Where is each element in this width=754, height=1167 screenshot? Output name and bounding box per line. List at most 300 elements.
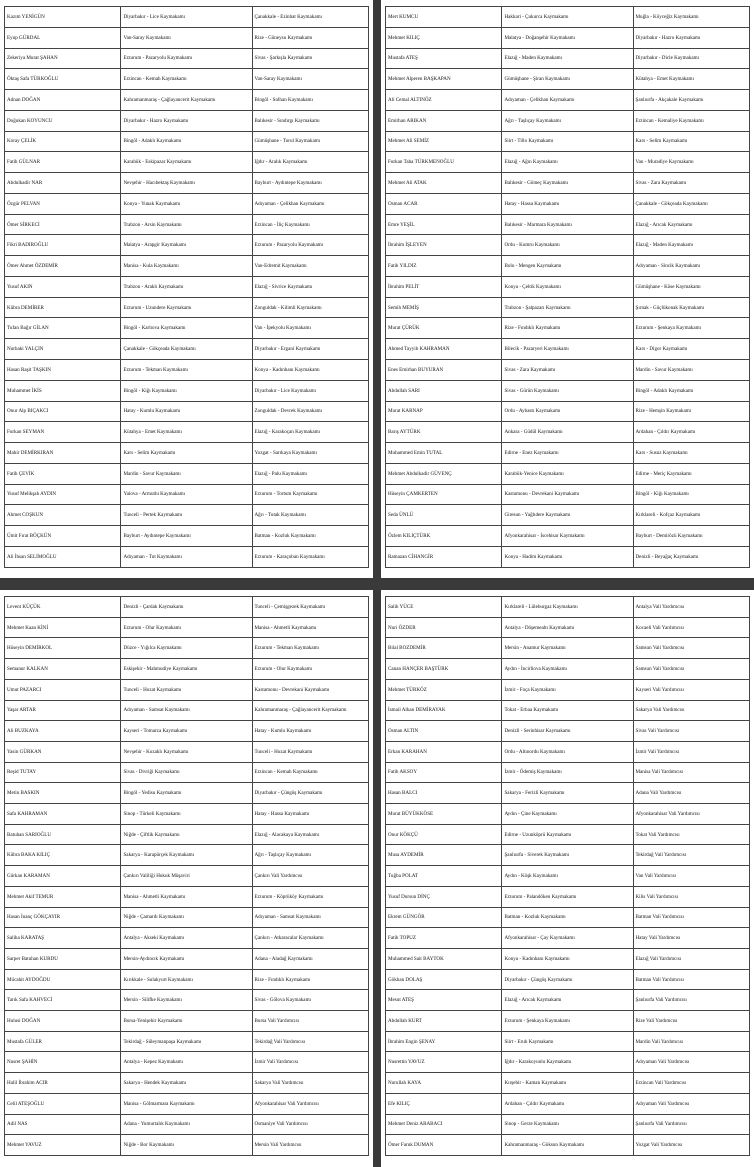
table-row (386, 679, 750, 700)
current-post-cell: Manisa - Ahmetli Kaymakamı (121, 886, 252, 907)
name-cell: Mustafa ATEŞ (386, 48, 502, 69)
table-row (5, 597, 369, 618)
name-cell: Yusuf AKIN (5, 276, 121, 297)
table-row (386, 659, 750, 680)
new-post-cell: Yozgat Vali Yardımcısı (633, 1135, 750, 1156)
new-post-cell: Van - İpekyolu Kaymakamı (252, 318, 369, 339)
name-cell: Abdullah KURT (386, 1011, 502, 1032)
name-cell: Osman ACAR (386, 193, 502, 214)
current-post-cell: Erzurum - Şenkaya Kaymakamı (502, 1011, 633, 1032)
current-post-cell: Trabzon - Arsin Kaymakamı (121, 214, 252, 235)
table-row (5, 783, 369, 804)
table-row (386, 886, 750, 907)
name-cell: Hüseyin ÇAMKERTEN (386, 484, 502, 505)
new-post-cell: Zonguldak - Devrek Kaymakamı (252, 401, 369, 422)
name-cell: Sarper Batuhan KURDU (5, 948, 121, 969)
name-cell: Abdulkadir NAR (5, 173, 121, 194)
new-post-cell: Sakarya Vali Yardımcısı (252, 1073, 369, 1094)
table-row (386, 969, 750, 990)
current-post-cell: Sakarya - Karapürçek Kaymakamı (121, 845, 252, 866)
name-cell: Özlem KILIÇTÜRK (386, 526, 502, 547)
new-post-cell: Adıyaman - Samsat Kaymakamı (252, 907, 369, 928)
current-post-cell: Sivas - Zara Kaymakamı (502, 360, 633, 381)
new-post-cell: Elazığ - Maden Kaymakamı (633, 235, 750, 256)
name-cell: Nurullah KAYA (386, 1073, 502, 1094)
name-cell: Fatih TOPUZ (386, 928, 502, 949)
name-cell: Enes Emirhan BUYURAN (386, 360, 502, 381)
table-row (386, 928, 750, 949)
new-post-cell: Elazığ - Alacakaya Kaymakamı (252, 824, 369, 845)
document-page-1 (0, 0, 373, 578)
new-post-cell: Tunceli - Hozat Kaymakamı (252, 741, 369, 762)
current-post-cell: Karabük - Eskipazar Kaymakamı (121, 152, 252, 173)
current-post-cell: Aydın - Köşk Kaymakamı (502, 866, 633, 887)
new-post-cell: Erzurum - Tekman Kaymakamı (252, 638, 369, 659)
table-row (386, 845, 750, 866)
name-cell: Hasan BALCI (386, 783, 502, 804)
new-post-cell: Tekirdağ Vali Yardımcısı (252, 1031, 369, 1052)
table-row (386, 193, 750, 214)
table-row (386, 360, 750, 381)
table-row (386, 131, 750, 152)
table-row (5, 463, 369, 484)
name-cell: Ömer Faruk DUMAN (386, 1135, 502, 1156)
new-post-cell: Van Vali Yardımcısı (633, 866, 750, 887)
name-cell: Ahmed Tayyib KAHRAMAN (386, 339, 502, 360)
table-row (386, 443, 750, 464)
name-cell: Murat ÇÜRÜK (386, 318, 502, 339)
new-post-cell: Hatay Vali Yardımcısı (633, 928, 750, 949)
current-post-cell: Rize - Fındıklı Kaymakamı (502, 318, 633, 339)
new-post-cell: Şırnak - Güçlükonak Kaymakamı (633, 297, 750, 318)
table-row (386, 173, 750, 194)
current-post-cell: Kahramanmaraş - Göksun Kaymakamı (502, 1135, 633, 1156)
new-post-cell: Sivas Vali Yardımcısı (633, 721, 750, 742)
current-post-cell: Malatya - Doğanşehir Kaymakamı (502, 27, 633, 48)
name-cell: Canan HANÇER BAŞTÜRK (386, 659, 502, 680)
table-row (386, 546, 750, 567)
new-post-cell: Rize - Fındıklı Kaymakamı (252, 969, 369, 990)
new-post-cell: Kars - Susuz Kaymakamı (633, 443, 750, 464)
table-row (5, 1114, 369, 1135)
table-row (5, 505, 369, 526)
table-row (5, 700, 369, 721)
current-post-cell: Tekirdağ - Süleymanpaşa Kaymakamı (121, 1031, 252, 1052)
new-post-cell: Bayburt - Aydıntepe Kaymakamı (252, 173, 369, 194)
new-post-cell: Tokat Vali Yardımcısı (633, 824, 750, 845)
new-post-cell: Muğla - Köyceğiz Kaymakamı (633, 7, 750, 28)
name-cell: Ömer SİRKECİ (5, 214, 121, 235)
table-row (5, 422, 369, 443)
current-post-cell: Erzurum - Tekman Kaymakamı (121, 360, 252, 381)
new-post-cell: Bayburt - Demirözü Kaymakamı (633, 526, 750, 547)
name-cell: Kübra DEMİRER (5, 297, 121, 318)
name-cell: Mehmet KILIÇ (386, 27, 502, 48)
name-cell: Mert KUMCU (386, 7, 502, 28)
current-post-cell: Ordu - Altınordu Kaymakamı (502, 741, 633, 762)
table-row (386, 1093, 750, 1114)
new-post-cell: Erzurum - Köprüköy Kaymakamı (252, 886, 369, 907)
current-post-cell: Konya - Hadim Kaymakamı (502, 546, 633, 567)
table-row (5, 762, 369, 783)
table-row (5, 928, 369, 949)
new-post-cell: Erzincan - Kemaliye Kaymakamı (633, 110, 750, 131)
table-row (5, 721, 369, 742)
name-cell: Ramazan CİHANGİR (386, 546, 502, 567)
document-page-2 (381, 0, 754, 578)
new-post-cell: Yozgat - Sarıkaya Kaymakamı (252, 443, 369, 464)
new-post-cell: Diyarbakır - Dicle Kaymakamı (633, 48, 750, 69)
name-cell: Murat KARNAP (386, 401, 502, 422)
current-post-cell: Giresun - Yağlıdere Kaymakamı (502, 505, 633, 526)
new-post-cell: Mardin - Savur Kaymakamı (633, 360, 750, 381)
table-row (386, 484, 750, 505)
current-post-cell: Iğdır - Karakoyunlu Kaymakamı (502, 1052, 633, 1073)
current-post-cell: Kırşehir - Kaman Kaymakamı (502, 1073, 633, 1094)
table-row (386, 48, 750, 69)
new-post-cell: Sivas - Gölova Kaymakamı (252, 990, 369, 1011)
name-cell: Saliha KARATAŞ (5, 928, 121, 949)
current-post-cell: Mersin-Aydıncık Kaymakamı (121, 948, 252, 969)
current-post-cell: Ardahan - Çıldır Kaymakamı (502, 1093, 633, 1114)
name-cell: Mehmet Alperen BAŞKAPAN (386, 69, 502, 90)
current-post-cell: Ağrı - Taşlıçay Kaymakamı (502, 110, 633, 131)
name-cell: Onur KÖKÇÜ (386, 824, 502, 845)
name-cell: Ekrem GÜNGÖR (386, 907, 502, 928)
name-cell: Mücahit AYDOĞDU (5, 969, 121, 990)
new-post-cell: Elazığ Vali Yardımcısı (633, 948, 750, 969)
name-cell: Efe KILIÇ (386, 1093, 502, 1114)
current-post-cell: Bursa-Yenişehir Kaymakamı (121, 1011, 252, 1032)
new-post-cell: İzmir Vali Yardımcısı (633, 741, 750, 762)
table-row (386, 1135, 750, 1156)
name-cell: Mehmet Kaan KİNİ (5, 617, 121, 638)
current-post-cell: Çankırı Valiliği Hukuk Müşaviri (121, 866, 252, 887)
new-post-cell: Hatay - Kumlu Kaymakamı (252, 721, 369, 742)
current-post-cell: Adana - Yumurtalık Kaymakamı (121, 1114, 252, 1135)
current-post-cell: Erzurum - Palandöken Kaymakamı (502, 886, 633, 907)
name-cell: Nurbaki YALÇIN (5, 339, 121, 360)
new-post-cell: Rize - Hemşin Kaymakamı (633, 401, 750, 422)
name-cell: Tufan Bağır GİLAN (5, 318, 121, 339)
name-cell: Musa AYDEMİR (386, 845, 502, 866)
table-row (386, 1114, 750, 1135)
table-row (386, 700, 750, 721)
current-post-cell: Trabzon - Şalpazarı Kaymakamı (502, 297, 633, 318)
current-post-cell: Şanlıurfa - Siverek Kaymakamı (502, 845, 633, 866)
new-post-cell: İzmir Vali Yardımcısı (252, 1052, 369, 1073)
table-row (5, 1135, 369, 1156)
current-post-cell: Kastamonu - Devrekani Kaymakamı (502, 484, 633, 505)
table-row (386, 318, 750, 339)
name-cell: Furkan Taha TÜRKMENOĞLU (386, 152, 502, 173)
new-post-cell: Adana Vali Yardımcısı (633, 783, 750, 804)
current-post-cell: İzmir - Foça Kaymakamı (502, 679, 633, 700)
name-cell: Yusuf Dursun DİNÇ (386, 886, 502, 907)
name-cell: Abdullah SARI (386, 380, 502, 401)
table-row (386, 948, 750, 969)
table-row (5, 907, 369, 928)
current-post-cell: Sinop - Türkeli Kaymakamı (121, 804, 252, 825)
name-cell: Fatih GÜLNAR (5, 152, 121, 173)
new-post-cell: Tekirdağ Vali Yardımcısı (633, 845, 750, 866)
current-post-cell: Malatya - Arapgir Kaymakamı (121, 235, 252, 256)
name-cell: Murat BÜYÜKKÖSE (386, 804, 502, 825)
current-post-cell: Düzce - Yığılca Kaymakamı (121, 638, 252, 659)
document-page-4 (381, 590, 754, 1167)
current-post-cell: Nevşehir - Hacıbektaş Kaymakamı (121, 173, 252, 194)
name-cell: Ahmet COŞKUN (5, 505, 121, 526)
table-row (386, 256, 750, 277)
table-row (5, 886, 369, 907)
table-row (386, 297, 750, 318)
new-post-cell: Kastamonu - Devrekani Kaymakamı (252, 679, 369, 700)
name-cell: Mustafa GÜLER (5, 1031, 121, 1052)
table-row (5, 90, 369, 111)
current-post-cell: Kütahya - Emet Kaymakamı (121, 422, 252, 443)
table-row (5, 526, 369, 547)
current-post-cell: Erzurum - Olur Kaymakamı (121, 617, 252, 638)
name-cell: Ali BUZKAYA (5, 721, 121, 742)
name-cell: Hasan İnanç GÖKÇAYIR (5, 907, 121, 928)
current-post-cell: Erzincan - Kemah Kaymakamı (121, 69, 252, 90)
name-cell: Adnan DOĞAN (5, 90, 121, 111)
table-row (5, 969, 369, 990)
new-post-cell: Kilis Vali Yardımcısı (633, 886, 750, 907)
name-cell: Mehmet YAVUZ (5, 1135, 121, 1156)
table-row (386, 27, 750, 48)
name-cell: Osman ALTIN (386, 721, 502, 742)
current-post-cell: Gümüşhane - Şiran Kaymakamı (502, 69, 633, 90)
table-body (5, 7, 369, 568)
current-post-cell: Adıyaman - Samsat Kaymakamı (121, 700, 252, 721)
table-row (5, 131, 369, 152)
name-cell: Semih MEMİŞ (386, 297, 502, 318)
table-row (5, 193, 369, 214)
table-row (386, 638, 750, 659)
current-post-cell: Yalova - Armutlu Kaymakamı (121, 484, 252, 505)
new-post-cell: Adıyaman Vali Yardımcısı (633, 1052, 750, 1073)
table-row (5, 638, 369, 659)
new-post-cell: Osmaniye Vali Yardımcısı (252, 1114, 369, 1135)
new-post-cell: Adıyaman Vali Yardımcısı (633, 1093, 750, 1114)
appointment-table (385, 596, 750, 1156)
new-post-cell: Sivas - Şarkışla Kaymakamı (252, 48, 369, 69)
name-cell: Mehmet Ali SEMİZ (386, 131, 502, 152)
current-post-cell: Bolu - Mengen Kaymakamı (502, 256, 633, 277)
current-post-cell: Erzurum - Pazaryolu Kaymakamı (121, 48, 252, 69)
table-row (386, 1052, 750, 1073)
name-cell: Halil İbrahim ACIR (5, 1073, 121, 1094)
table-row (386, 526, 750, 547)
table-row (386, 422, 750, 443)
table-row (5, 1093, 369, 1114)
current-post-cell: Mersin - Anamur Kaymakamı (502, 638, 633, 659)
table-row (5, 948, 369, 969)
current-post-cell: Elazığ - Arıcak Kaymakamı (502, 990, 633, 1011)
table-row (386, 1073, 750, 1094)
name-cell: Eyup GÜRDAL (5, 27, 121, 48)
new-post-cell: Adıyaman - Çelikhan Kaymakamı (252, 193, 369, 214)
current-post-cell: Diyarbakır - Çüngüş Kaymakamı (502, 969, 633, 990)
current-post-cell: Denizli - Serinhisar Kaymakamı (502, 721, 633, 742)
name-cell: Öktaş Safa TÜRKOĞLU (5, 69, 121, 90)
current-post-cell: Ankara - Güdül Kaymakamı (502, 422, 633, 443)
current-post-cell: Sinop - Gerze Kaymakamı (502, 1114, 633, 1135)
new-post-cell: Erzurum - Tortum Kaymakamı (252, 484, 369, 505)
table-row (386, 214, 750, 235)
new-post-cell: Erzincan - Kemah Kaymakamı (252, 762, 369, 783)
name-cell: Hulusi DOĞAN (5, 1011, 121, 1032)
current-post-cell: Kayseri - Tomarza Kaymakamı (121, 721, 252, 742)
name-cell: Kübra BAKA KILIÇ (5, 845, 121, 866)
new-post-cell: Iğdır - Aralık Kaymakamı (252, 152, 369, 173)
table-row (386, 7, 750, 28)
name-cell: Emre YEŞİL (386, 214, 502, 235)
table-row (5, 804, 369, 825)
current-post-cell: Kars - Selim Kaymakamı (121, 443, 252, 464)
new-post-cell: Ağrı - Tutak Kaymakamı (252, 505, 369, 526)
name-cell: Muhammed Emin TUTAL (386, 443, 502, 464)
table-row (5, 360, 369, 381)
table-row (5, 214, 369, 235)
current-post-cell: Hatay - Hassa Kaymakamı (502, 193, 633, 214)
name-cell: Seda ÜNLÜ (386, 505, 502, 526)
new-post-cell: Denizli - Beyağaç Kaymakamı (633, 546, 750, 567)
new-post-cell: Çankırı - Atkaracalar Kaymakamı (252, 928, 369, 949)
new-post-cell: Diyarbakır - Hazro Kaymakamı (633, 27, 750, 48)
table-row (5, 484, 369, 505)
table-row (5, 546, 369, 567)
new-post-cell: Çanakkale - Ezinbat Kaymakamı (252, 7, 369, 28)
new-post-cell: Kars - Digor Kaymakamı (633, 339, 750, 360)
current-post-cell: Ordu - Aybastı Kaymakamı (502, 401, 633, 422)
current-post-cell: Bingöl - Kiğı Kaymakamı (121, 380, 252, 401)
new-post-cell: Van-Saray Kaymakamı (252, 69, 369, 90)
table-row (386, 907, 750, 928)
name-cell: Furkan SEYMAN (5, 422, 121, 443)
new-post-cell: Zonguldak - Kilimli Kaymakamı (252, 297, 369, 318)
current-post-cell: Sivas - Divriği Kaymakamı (121, 762, 252, 783)
new-post-cell: Gümüşhane - Torul Kaymakamı (252, 131, 369, 152)
table-row (5, 380, 369, 401)
table-row (5, 1011, 369, 1032)
current-post-cell: Kahramanmaraş - Çağlayancerit Kaymakamı (121, 90, 252, 111)
current-post-cell: Edirne - Uzunköprü Kaymakamı (502, 824, 633, 845)
table-row (386, 1011, 750, 1032)
new-post-cell: Diyarbakır - Ergani Kaymakamı (252, 339, 369, 360)
name-cell: Yaşar ARTAR (5, 700, 121, 721)
new-post-cell: Afyonkarahisar Vali Yardımcısı (633, 804, 750, 825)
current-post-cell: Antalya - Döşemealtı Kaymakamı (502, 617, 633, 638)
current-post-cell: Antalya - Akseki Kaymakamı (121, 928, 252, 949)
current-post-cell: Antalya - Kepez Kaymakamı (121, 1052, 252, 1073)
current-post-cell: Sakarya - Ferizli Kaymakamı (502, 783, 633, 804)
table-row (386, 90, 750, 111)
current-post-cell: Niğde - Çamardı Kaymakamı (121, 907, 252, 928)
current-post-cell: Niğde - Bor Kaymakamı (121, 1135, 252, 1156)
current-post-cell: Bingöl - Adaklı Kaymakamı (121, 131, 252, 152)
current-post-cell: Konya - Yunak Kaymakamı (121, 193, 252, 214)
name-cell: İbrahim İŞLEYEN (386, 235, 502, 256)
new-post-cell: Adana - Aladağ Kaymakamı (252, 948, 369, 969)
name-cell: İbrahim Engin ŞENAY (386, 1031, 502, 1052)
current-post-cell: Bayburt - Aydıntepe Kaymakamı (121, 526, 252, 547)
current-post-cell: Van-Saray Kaymakamı (121, 27, 252, 48)
name-cell: Reşid TUTAY (5, 762, 121, 783)
current-post-cell: Siirt - Tillo Kaymakamı (502, 131, 633, 152)
name-cell: Mahir DEMİRKIRAN (5, 443, 121, 464)
current-post-cell: Eskişehir - Mahmudiye Kaymakamı (121, 659, 252, 680)
current-post-cell: Trabzon - Araklı Kaymakamı (121, 276, 252, 297)
new-post-cell: Rize Vali Yardımcısı (633, 1011, 750, 1032)
name-cell: Mehmet Akif TEMUR (5, 886, 121, 907)
current-post-cell: Erzurum - Uzundere Kaymakamı (121, 297, 252, 318)
new-post-cell: Kahramanmaraş - Çağlayancerit Kaymakamı (252, 700, 369, 721)
current-post-cell: Adıyaman - Tut Kaymakamı (121, 546, 252, 567)
current-post-cell: Siirt - Eruh Kaymakamı (502, 1031, 633, 1052)
name-cell: Mehmet Ali ATAK (386, 173, 502, 194)
new-post-cell: Ardahan - Çıldır Kaymakamı (633, 422, 750, 443)
current-post-cell: Tunceli - Hozat Kaymakamı (121, 679, 252, 700)
name-cell: Fatih YILDIZ (386, 256, 502, 277)
current-post-cell: Afyonkarahisar - İscehisar Kaymakamı (502, 526, 633, 547)
name-cell: Ümit Fırat BÖÇKÜN (5, 526, 121, 547)
new-post-cell: Batman Vali Yardımcısı (633, 969, 750, 990)
name-cell: Nusret ŞAHİN (5, 1052, 121, 1073)
new-post-cell: Mardin Vali Yardımcısı (633, 1031, 750, 1052)
table-row (5, 318, 369, 339)
current-post-cell: Nevşehir - Kozaklı Kaymakamı (121, 741, 252, 762)
table-row (386, 824, 750, 845)
table-row (5, 659, 369, 680)
name-cell: İsmail Alkan DEMİRAYAK (386, 700, 502, 721)
current-post-cell: İzmir - Ödemiş Kaymakamı (502, 762, 633, 783)
table-row (386, 804, 750, 825)
new-post-cell: Batman - Kozluk Kaymakamı (252, 526, 369, 547)
table-row (386, 380, 750, 401)
new-post-cell: Samsun Vali Yardımcısı (633, 638, 750, 659)
name-cell: Emirhan ARIKAN (386, 110, 502, 131)
current-post-cell: Tunceli - Pertek Kaymakamı (121, 505, 252, 526)
new-post-cell: Elazığ - Arıcak Kaymakamı (633, 214, 750, 235)
name-cell: Gökhan DOLAŞ (386, 969, 502, 990)
new-post-cell: Hatay - Hassa Kaymakamı (252, 804, 369, 825)
current-post-cell: Batman - Kozluk Kaymakamı (502, 907, 633, 928)
table-row (5, 69, 369, 90)
new-post-cell: Elazığ - Palu Kaymakamı (252, 463, 369, 484)
name-cell: Barış AYTÜRK (386, 422, 502, 443)
new-post-cell: Manisa Vali Yardımcısı (633, 762, 750, 783)
current-post-cell: Sakarya - Hendek Kaymakamı (121, 1073, 252, 1094)
new-post-cell: Konya - Kadınhanı Kaymakamı (252, 360, 369, 381)
name-cell: Fatih ÇEVİK (5, 463, 121, 484)
current-post-cell: Çanakkale - Gökçeada Kaymakamı (121, 339, 252, 360)
table-row (5, 27, 369, 48)
name-cell: Tuğba POLAT (386, 866, 502, 887)
new-post-cell: Kırklareli - Kofçaz Kaymakamı (633, 505, 750, 526)
table-row (386, 866, 750, 887)
new-post-cell: Balıkesir - Sındırgı Kaymakamı (252, 110, 369, 131)
new-post-cell: Tunceli - Çemişgezek Kaymakamı (252, 597, 369, 618)
current-post-cell: Bingöl - Karlıova Kaymakamı (121, 318, 252, 339)
table-row (5, 1031, 369, 1052)
table-body (386, 7, 750, 568)
current-post-cell: Mersin - Silifke Kaymakamı (121, 990, 252, 1011)
name-cell: Yasin GÜRKAN (5, 741, 121, 762)
name-cell: Zekeriya Murat ŞAHAN (5, 48, 121, 69)
current-post-cell: Niğde - Çiftlik Kaymakamı (121, 824, 252, 845)
